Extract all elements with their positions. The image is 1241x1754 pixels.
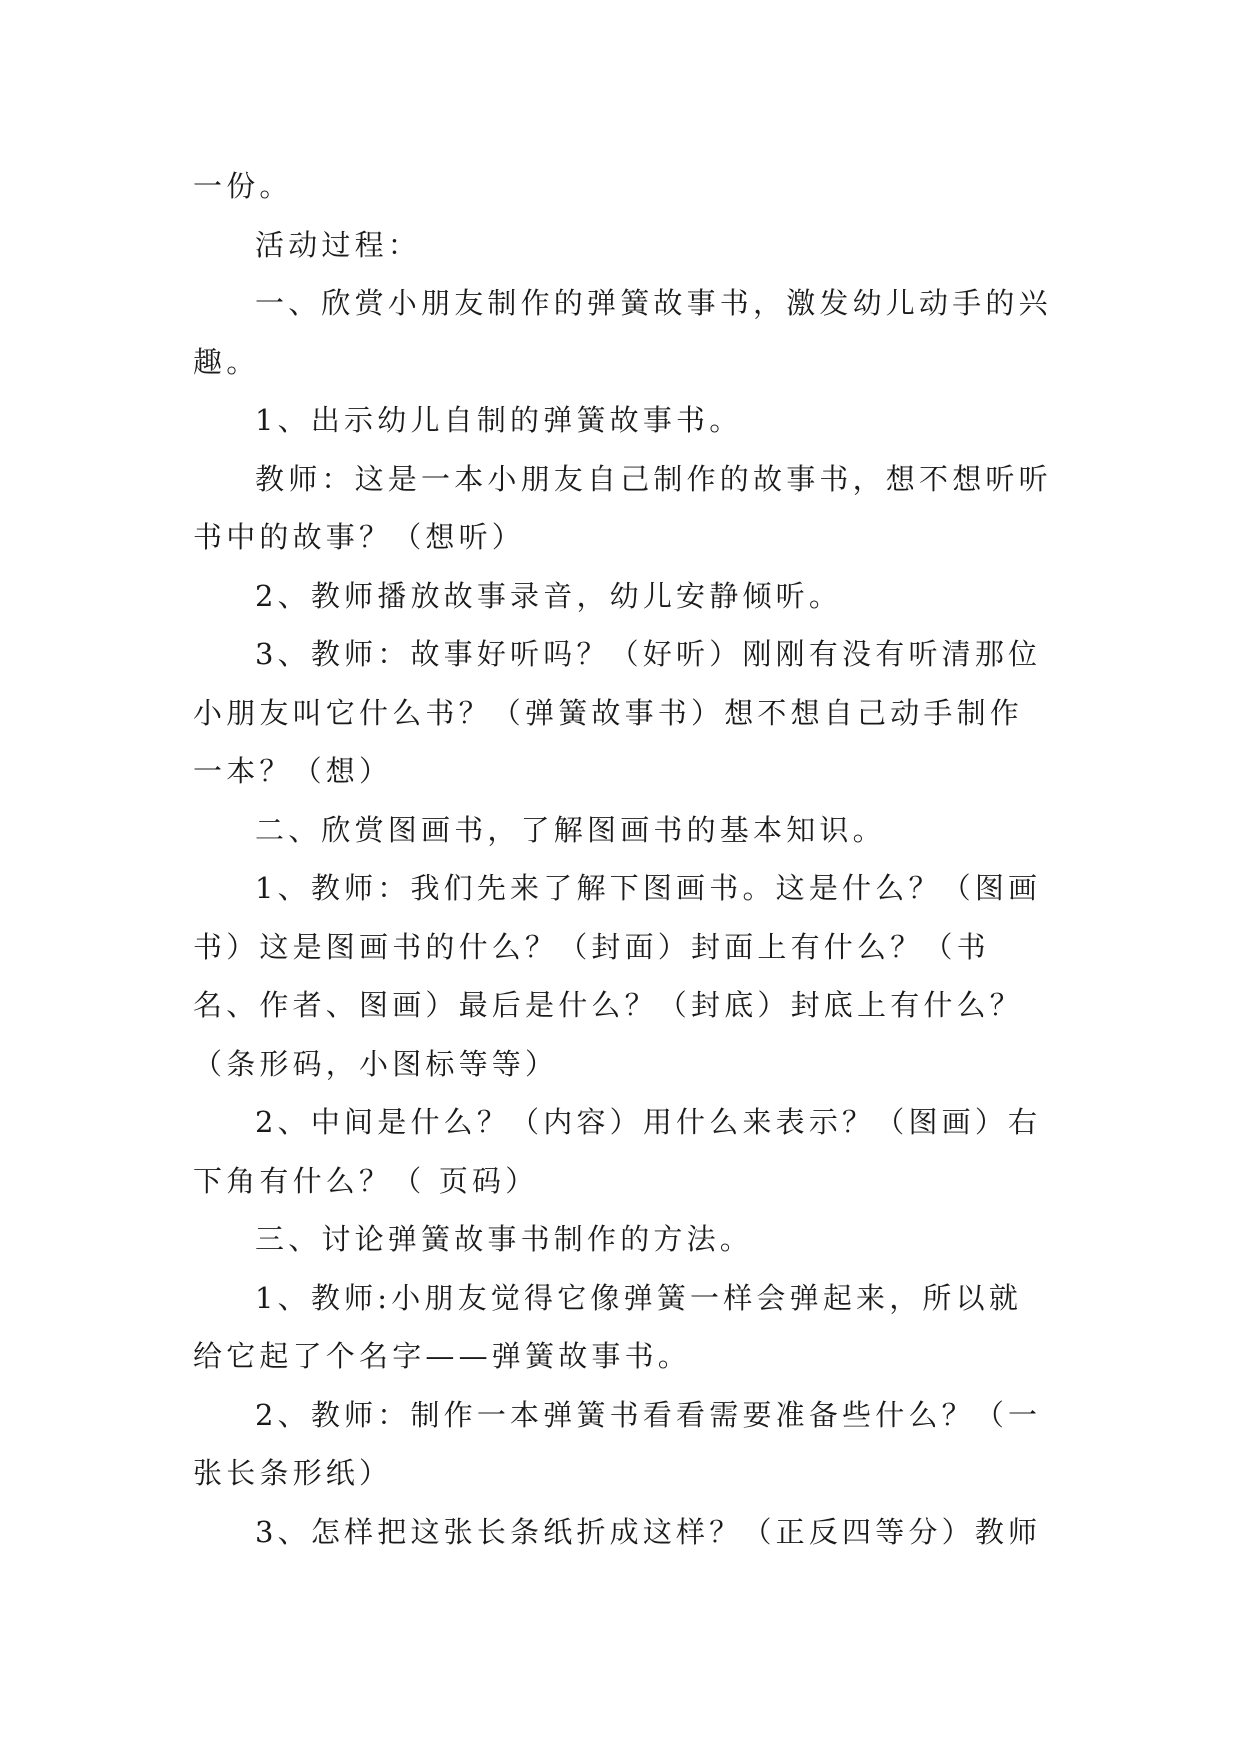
paragraph-activity-process-heading: 活动过程： <box>255 227 422 262</box>
paragraph-section-three-heading: 三、讨论弹簧故事书制作的方法。 <box>255 1222 754 1256</box>
paragraph-step-1-3: 3、教师：故事好听吗？（好听）刚刚有没有听清那位小朋友叫它什么书？（弹簧故事书）想不想自己动手制作一本？（想） <box>193 637 1042 788</box>
paragraph-teacher-question-1: 教师：这是一本小朋友自己制作的故事书，想不想听听书中的故事？（想听） <box>193 461 1052 554</box>
paragraph-step-2-1: 1、教师：我们先来了解下图画书。这是什么？（图画书）这是图画书的什么？（封面）封面上有什么？（书名、作者、图画）最后是什么？（封底）封底上有什么？（条形码，小图标等等） <box>193 871 1042 1081</box>
paragraph-step-1-2: 2、教师播放故事录音，幼儿安静倾听。 <box>255 578 843 613</box>
paragraph-section-two-heading: 二、欣赏图画书，了解图画书的基本知识。 <box>255 812 886 847</box>
paragraph-continuation: 一份。 <box>193 169 293 203</box>
paragraph-step-3-1: 1、教师:小朋友觉得它像弹簧一样会弹起来，所以就给它起了个名字——弹簧故事书。 <box>193 1280 1023 1373</box>
paragraph-step-2-2: 2、中间是什么？（内容）用什么来表示？（图画）右下角有什么？（ 页码） <box>193 1105 1042 1198</box>
paragraph-step-3-3: 3、怎样把这张长条纸折成这样？（正反四等分）教师 <box>255 1514 1042 1549</box>
document-body <box>193 157 1053 1561</box>
paragraph-step-1-1: 1、出示幼儿自制的弹簧故事书。 <box>255 403 743 437</box>
paragraph-step-3-2: 2、教师：制作一本弹簧书看看需要准备些什么？（一张长条形纸） <box>193 1397 1042 1490</box>
paragraph-section-one-heading: 一、欣赏小朋友制作的弹簧故事书，激发幼儿动手的兴趣。 <box>193 286 1052 379</box>
